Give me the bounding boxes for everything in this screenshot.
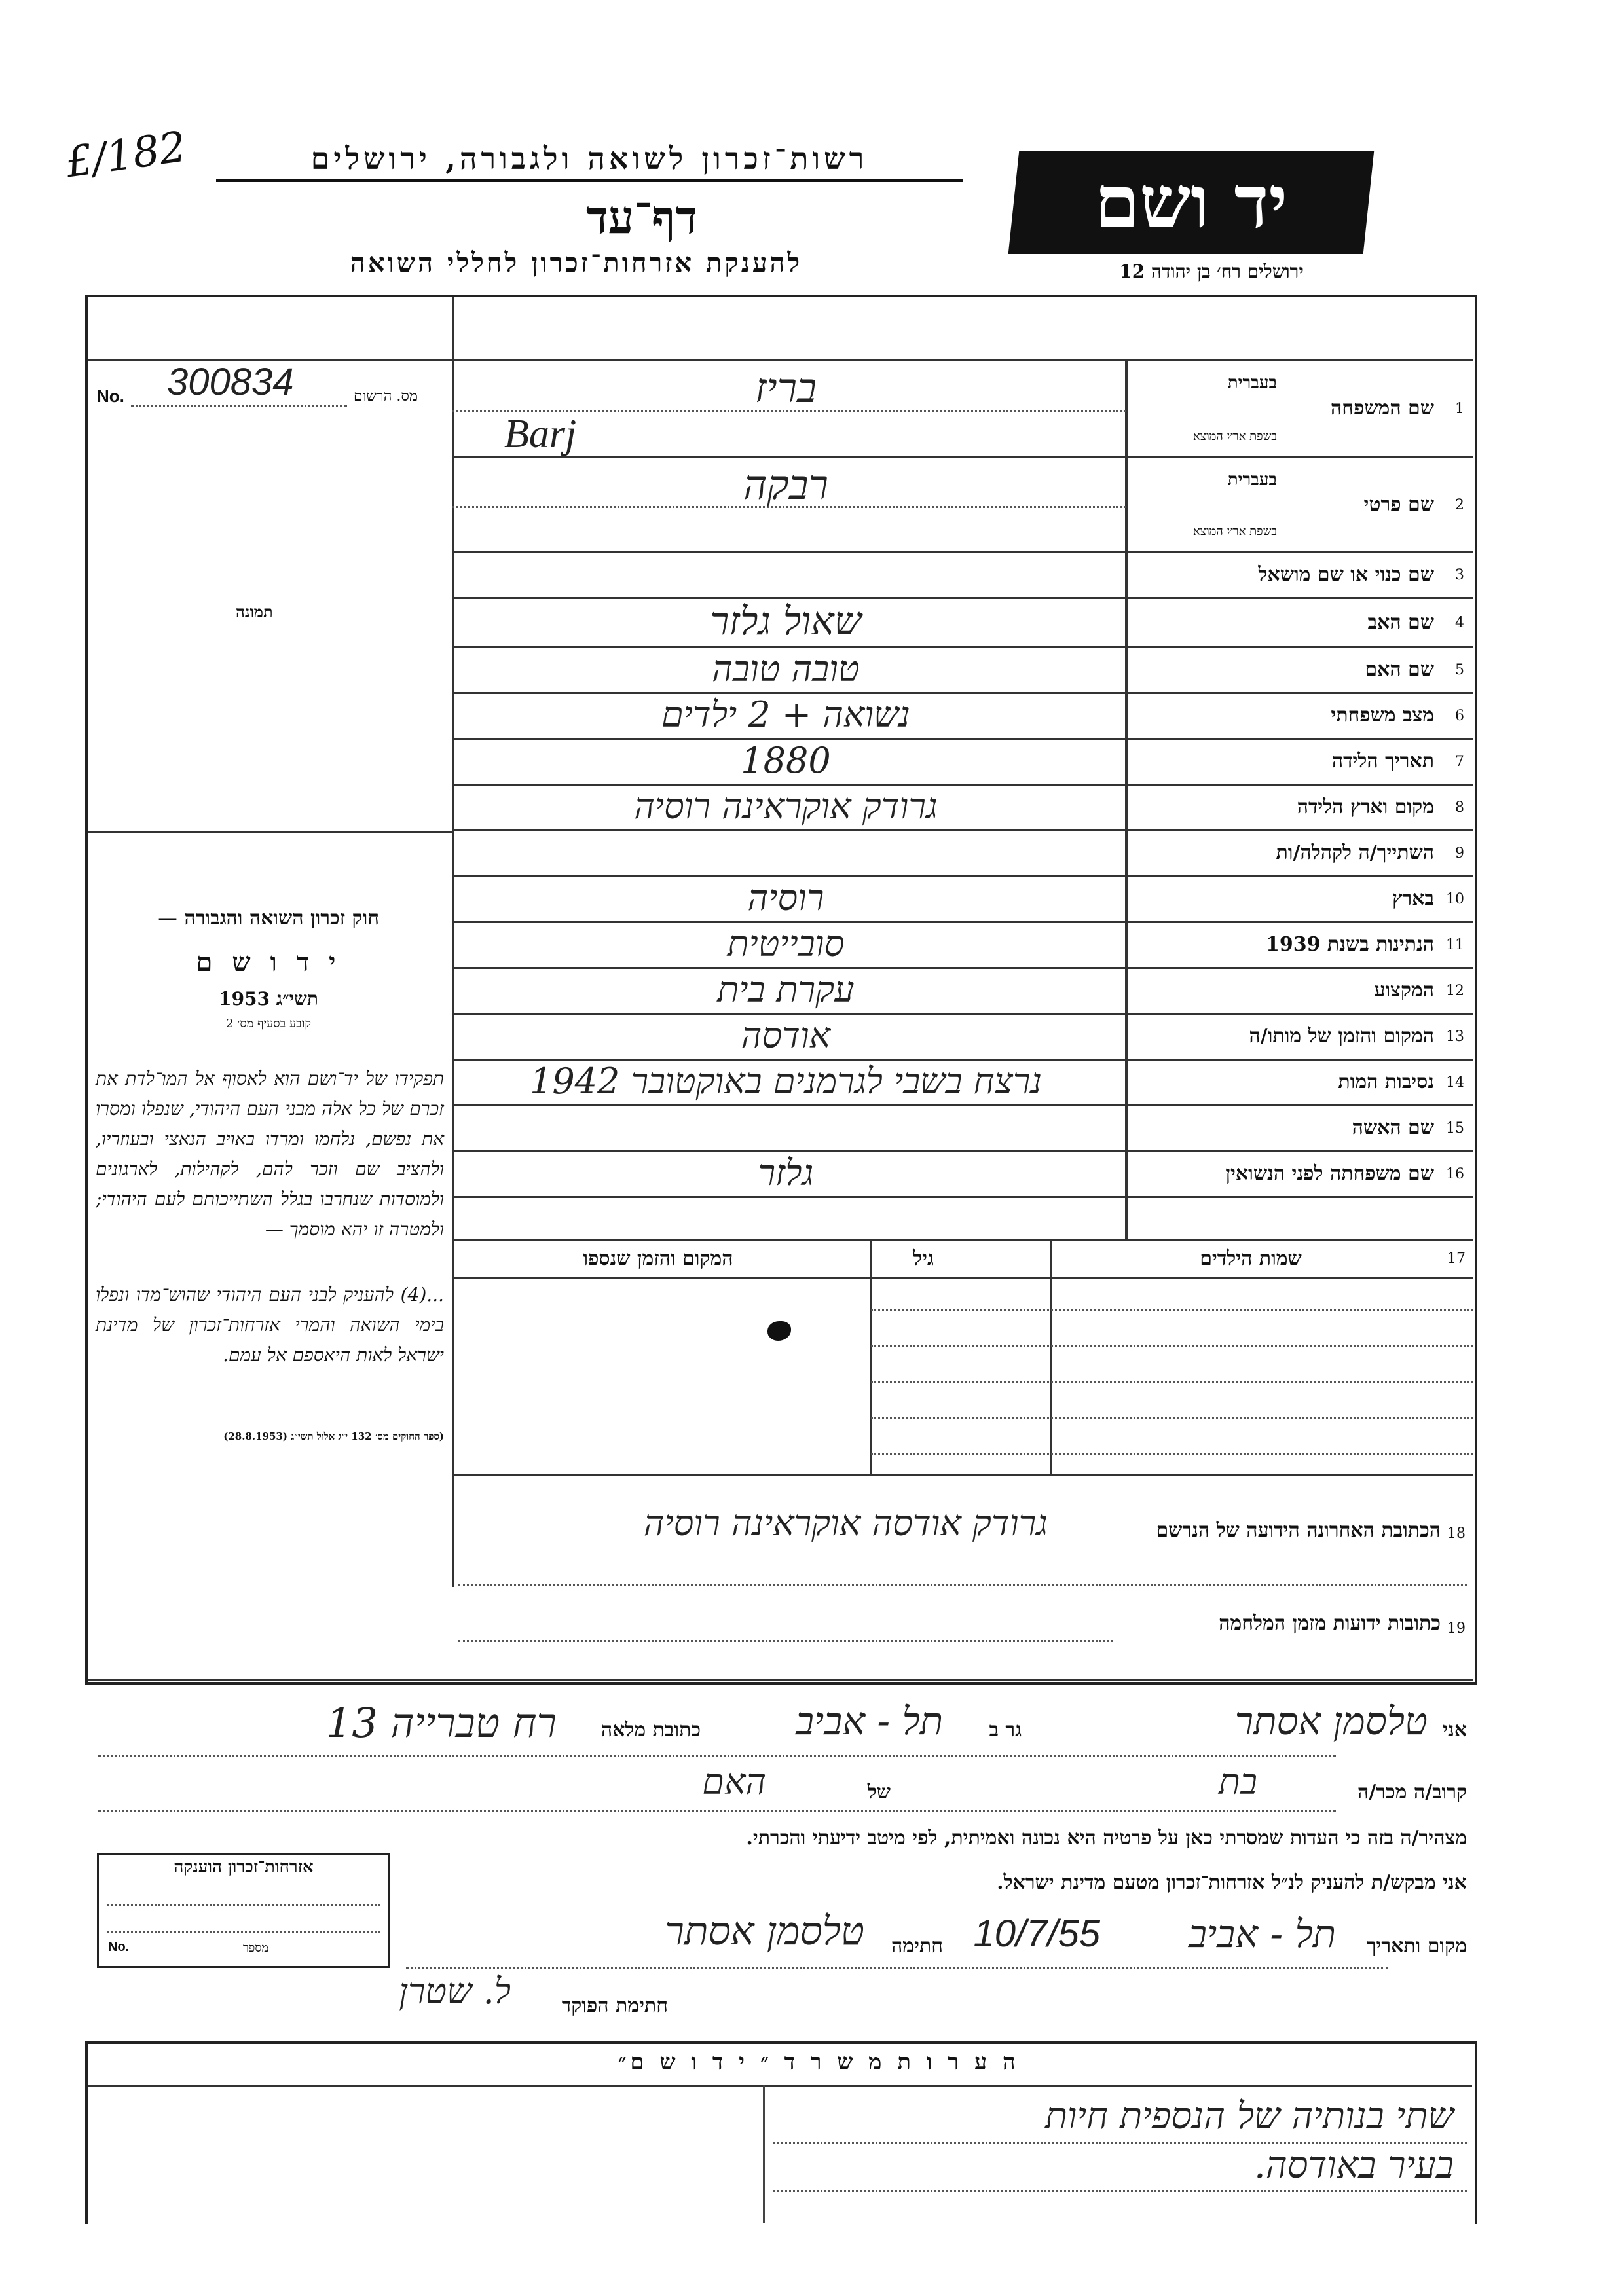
decl-name: טלסמן אסתר <box>1234 1699 1428 1743</box>
law-name: י ד ו ש ם <box>196 947 341 977</box>
decl-address-label: כתובת מלאה <box>600 1719 701 1741</box>
field-row-8 <box>452 786 1473 831</box>
logo-address: ירושלים רח׳ בן יהודה 12 <box>1119 261 1304 282</box>
decl-address: רח טברייה 13 <box>325 1699 557 1747</box>
citizenship-box <box>97 1853 390 1968</box>
field-row-10 <box>452 877 1473 923</box>
field-label: מצב משפחתי <box>1331 704 1434 727</box>
field-num: 16 <box>1446 1166 1464 1182</box>
field-value: נרצח בשבי לגרמנים באוקטובר 1942 <box>529 1060 1043 1102</box>
children-names-header: שמות הילדים <box>1200 1247 1302 1270</box>
field-value: סובייטית <box>727 922 845 964</box>
declaration-line-3: מצהיר/ה בזה כי העדות שמסרתי כאן על פרטיה היא נכונה ואמיתית, לפי מיטב ידיעתי והכרתי. <box>746 1827 1467 1850</box>
field-row-12 <box>452 969 1473 1015</box>
field-row-6 <box>452 694 1473 740</box>
declaration-line-1 <box>85 1699 1467 1751</box>
law-footnote: (ספר החוקים מס׳ 132 י״ג אלול תשי״ג (28.8.1953) <box>223 1430 444 1442</box>
remarks-line-1: שתי בנותיה של הנספית חיות <box>1044 2095 1454 2138</box>
field-num: 4 <box>1455 614 1464 631</box>
signature-value: טלסמן אסתר <box>665 1908 864 1954</box>
field-row-13 <box>452 1015 1473 1061</box>
row-19-label: כתובות ידועות מזמן המלחמה <box>1219 1612 1441 1635</box>
signature-line <box>393 1899 1467 1971</box>
field-row-11 <box>452 923 1473 969</box>
field-num: 6 <box>1455 708 1464 724</box>
place-value: תל - אביב <box>1189 1912 1336 1956</box>
children-place-header: המקום והזמן שנספו <box>583 1247 733 1270</box>
citizenship-title: אזרחות־זכרון הוענקה <box>174 1857 314 1877</box>
law-title: חוק זכרון השואה והגבורה — <box>158 907 379 930</box>
field-label: הנתינות בשנת 1939 <box>1265 933 1434 956</box>
field-row-1 <box>452 361 1473 458</box>
field-label: שם האם <box>1365 658 1434 681</box>
decl-city: תל - אביב <box>796 1699 943 1743</box>
field-sub-origin: בשפת ארץ המוצא <box>1192 429 1277 443</box>
law-year: תשי״ג 1953 <box>219 988 318 1010</box>
field-value: אודסה <box>741 1014 831 1056</box>
field-value: גרודק אוקראינה רוסיה <box>634 785 938 827</box>
field-sub-hebrew: בעברית <box>1227 470 1277 490</box>
law-box <box>92 907 445 1030</box>
row-18-num: 18 <box>1447 1525 1466 1542</box>
field-num: 12 <box>1446 983 1464 999</box>
photo-label: תמונה <box>236 602 273 621</box>
citizenship-num-label: מספר <box>243 1941 269 1955</box>
field-row-4 <box>452 599 1473 648</box>
logo-text: יד ושם <box>1094 160 1288 244</box>
field-sub-hebrew: בעברית <box>1227 373 1277 393</box>
date-value: 10/7/55 <box>973 1912 1100 1955</box>
decl-of: של <box>867 1781 891 1804</box>
law-clause: קובע בסעיף מס׳ 2 <box>226 1017 311 1030</box>
field-num: 15 <box>1446 1120 1464 1137</box>
citizenship-no: No. <box>108 1940 130 1954</box>
field-value: גלזר <box>758 1152 814 1194</box>
field-num: 14 <box>1446 1074 1464 1091</box>
decl-resides: גר ב <box>989 1719 1022 1741</box>
remarks-line-2: בעיר באודסה. <box>1254 2144 1454 2187</box>
field-label: שם האשה <box>1352 1116 1434 1139</box>
field-value: רוסיה <box>747 877 824 919</box>
field-row-16 <box>452 1152 1473 1198</box>
field-num: 11 <box>1446 937 1464 953</box>
field-row-14 <box>452 1061 1473 1106</box>
field-num: 3 <box>1455 567 1464 583</box>
registration-number: 300834 <box>167 361 294 403</box>
field-row-3 <box>452 553 1473 599</box>
field-num: 2 <box>1455 496 1464 513</box>
officer-signature: ל. שטרן <box>399 1971 511 2012</box>
field-label: שם משפחתה לפני הנשואין <box>1225 1162 1434 1185</box>
field-label: נסיבות המות <box>1338 1070 1434 1093</box>
field-label: שם כנוי או שם מושאל <box>1258 563 1434 586</box>
field-num: 13 <box>1446 1029 1464 1045</box>
law-text-1: תפקידו של יד־ושם הוא לאסוף אל המו־לדת את זכרם של כל אלה מבני העם היהודי, שנפלו ומסרו את נפשם, נלחמו ומרדו באויב הנאצי ובעוזריו, ולהציב שם וזכר להם, לקהילות, לארגונים ולמוסדות שנחרבו בגלל השתייכותם לעם היהודי; ולמטרה זו יהא מוסמך — <box>96 1068 444 1240</box>
field-num: 1 <box>1455 401 1464 417</box>
field-sub-origin: בשפת ארץ המוצא <box>1192 524 1277 538</box>
field-value: 1880 <box>741 739 831 781</box>
declaration-line-2 <box>85 1761 1467 1813</box>
field-label: המקום והזמן של מותו/ה <box>1249 1025 1434 1048</box>
decl-i: אני <box>1443 1719 1467 1741</box>
field-label: שם פרטי <box>1363 492 1434 516</box>
row-19-num: 19 <box>1447 1620 1466 1637</box>
yad-vashem-logo <box>1008 151 1375 254</box>
form-subtitle: להענקת אזרחות־זכרון לחללי השואה <box>350 247 803 278</box>
field-label: תאריך הלידה <box>1331 750 1434 773</box>
row-18-label: הכתובת האחרונה הידועה של הנרשם <box>1156 1519 1441 1542</box>
no-label: No. <box>97 386 124 406</box>
field-row-15 <box>452 1106 1473 1152</box>
field-num: 7 <box>1455 754 1464 770</box>
field-label: שם המשפחה <box>1330 397 1434 420</box>
form-title: דף־עד <box>585 190 697 244</box>
field-num: 5 <box>1455 662 1464 678</box>
field-row-7 <box>452 740 1473 786</box>
authority-title: רשות־זכרון לשואה ולגבורה, ירושלים <box>216 141 963 182</box>
field-label: השתייך/ה לקהלה/ות <box>1276 841 1434 864</box>
signature-label: חתימה <box>891 1935 943 1958</box>
field-label: בארץ <box>1392 887 1434 910</box>
field-num: 10 <box>1446 891 1464 907</box>
field-value: טובה טובה <box>712 647 860 689</box>
field-label: מקום וארץ הלידה <box>1297 795 1434 818</box>
field-value: עקרת בית <box>717 968 855 1010</box>
corner-note: £/182 <box>62 122 189 188</box>
field-value-origin: Barj <box>504 412 577 456</box>
children-age-header: גיל <box>913 1247 934 1270</box>
field-value: נשואה + 2 ילדים <box>661 693 910 735</box>
remarks-title: ה ע ר ו ת מ ש ר ד ״ י ד ו ש ם״ <box>618 2049 1020 2075</box>
row-18-value: גרודק אודסה אוקראינה רוסיה <box>643 1503 1048 1544</box>
field-value: רבקה <box>743 461 828 509</box>
registration-label: מס. הרשום <box>354 388 418 405</box>
officer-label: חתימת הפוקד <box>561 1994 668 2017</box>
field-value: שאול גלזר <box>710 598 862 644</box>
field-label: המקצוע <box>1374 979 1434 1002</box>
field-value: בריז <box>755 364 817 412</box>
row-17-num: 17 <box>1447 1250 1466 1267</box>
field-row-5 <box>452 648 1473 694</box>
law-text-2: ...(4) להעניק לבני העם היהודי שהוש־מדו ונפלו בימי השואה והמרי אזרחות־זכרון של מדינת ישראל לאות היאספם אל עמם. <box>96 1284 444 1366</box>
decl-relation-label: קרוב/ה מכר/ה <box>1357 1781 1467 1804</box>
field-num: 8 <box>1455 799 1464 816</box>
place-date-label: מקום ותאריך <box>1366 1935 1467 1958</box>
declaration-line-4: אני מבקש/ת להעניק לנ״ל אזרחות־זכרון מטעם מדינת ישראל. <box>997 1871 1467 1894</box>
field-label: שם האב <box>1367 610 1434 634</box>
officer-line <box>393 1971 1467 2030</box>
decl-relation: בת <box>1219 1761 1257 1802</box>
field-num: 9 <box>1455 845 1464 862</box>
field-row-9 <box>452 831 1473 877</box>
field-row-2 <box>452 458 1473 553</box>
decl-of-value: האם <box>702 1761 766 1802</box>
